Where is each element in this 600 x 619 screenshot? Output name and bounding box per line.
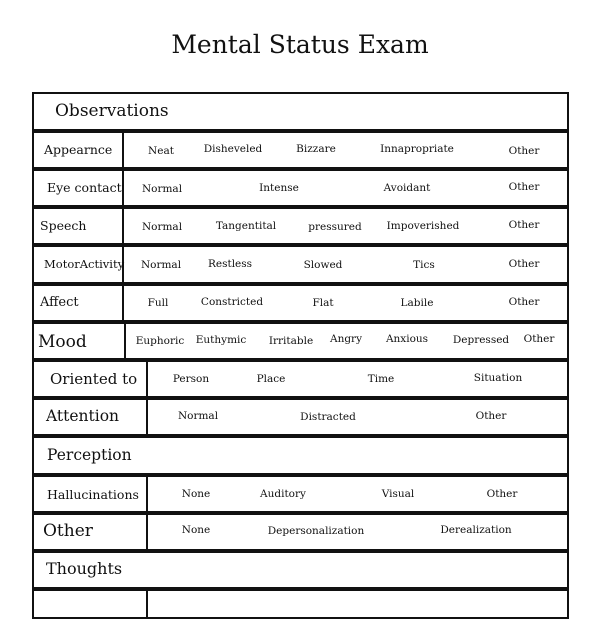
row-label-motor-activity: MotorActivity [44, 257, 125, 271]
option-other[interactable]: Other [508, 258, 540, 270]
option-tics[interactable]: Tics [413, 259, 435, 271]
option-normal[interactable]: Normal [141, 221, 183, 233]
option-none[interactable]: None [181, 488, 211, 500]
option-labile[interactable]: Labile [400, 297, 434, 309]
row-options-cell [122, 169, 569, 207]
row-options-cell [122, 131, 569, 169]
option-other[interactable]: Other [508, 181, 540, 193]
option-none[interactable]: None [181, 524, 211, 536]
row-label-appearance: Appearnce [44, 142, 113, 157]
row-label-eye-contact: Eye contact [47, 180, 122, 195]
option-normal[interactable]: Normal [141, 183, 183, 195]
option-other[interactable]: Other [475, 410, 507, 422]
option-irritable[interactable]: Irritable [268, 335, 314, 347]
option-disheveled[interactable]: Disheveled [203, 143, 263, 155]
option-distracted[interactable]: Distracted [300, 411, 356, 423]
option-anxious[interactable]: Anxious [385, 333, 429, 345]
option-visual[interactable]: Visual [381, 488, 415, 500]
option-intense[interactable]: Intense [259, 182, 299, 194]
row-label-oriented-to: Oriented to [50, 370, 138, 388]
option-other[interactable]: Other [523, 333, 555, 345]
option-slowed[interactable]: Slowed [303, 259, 343, 271]
option-tangentital[interactable]: Tangentital [215, 220, 277, 232]
option-angry[interactable]: Angry [329, 333, 363, 345]
row-label-cell [32, 589, 148, 619]
option-situation[interactable]: Situation [473, 372, 523, 384]
row-options-cell [122, 284, 569, 322]
option-bizzare[interactable]: Bizzare [296, 143, 336, 155]
option-restless[interactable]: Restless [207, 258, 253, 270]
option-euthymic[interactable]: Euthymic [195, 334, 247, 346]
option-other[interactable]: Other [508, 219, 540, 231]
option-avoidant[interactable]: Avoidant [383, 182, 431, 194]
option-other[interactable]: Other [508, 145, 540, 157]
option-constricted[interactable]: Constricted [200, 296, 264, 308]
option-place[interactable]: Place [256, 373, 286, 385]
option-normal[interactable]: Normal [177, 410, 219, 422]
page-title: Mental Status Exam [171, 30, 429, 59]
row-label-mood: Mood [38, 332, 87, 352]
option-person[interactable]: Person [172, 373, 210, 385]
observations-header-label: Observations [55, 101, 169, 121]
option-depressed[interactable]: Depressed [452, 334, 510, 346]
row-options-cell [122, 245, 569, 284]
option-impoverished[interactable]: Impoverished [386, 220, 460, 232]
option-pressured[interactable]: pressured [308, 221, 362, 233]
row-label-affect: Affect [40, 295, 79, 310]
option-other[interactable]: Other [486, 488, 518, 500]
row-options-cell [146, 589, 569, 619]
option-other[interactable]: Other [508, 296, 540, 308]
thoughts-header-label: Thoughts [46, 559, 123, 578]
option-innapropriate[interactable]: Innapropriate [380, 143, 454, 155]
option-normal[interactable]: Normal [140, 259, 182, 271]
row-label-hallucinations: Hallucinations [47, 487, 139, 502]
perception-header-label: Perception [47, 446, 132, 464]
option-auditory[interactable]: Auditory [260, 488, 306, 500]
option-derealization[interactable]: Derealization [440, 524, 512, 536]
option-time[interactable]: Time [367, 373, 395, 385]
option-euphoric[interactable]: Euphoric [135, 335, 185, 347]
option-neat[interactable]: Neat [148, 145, 174, 157]
row-label-speech: Speech [40, 218, 87, 233]
option-full[interactable]: Full [147, 297, 169, 309]
option-depersonalization[interactable]: Depersonalization [267, 525, 365, 537]
row-label-attention: Attention [46, 407, 120, 425]
row-label-other: Other [43, 521, 93, 541]
option-flat[interactable]: Flat [312, 297, 334, 309]
